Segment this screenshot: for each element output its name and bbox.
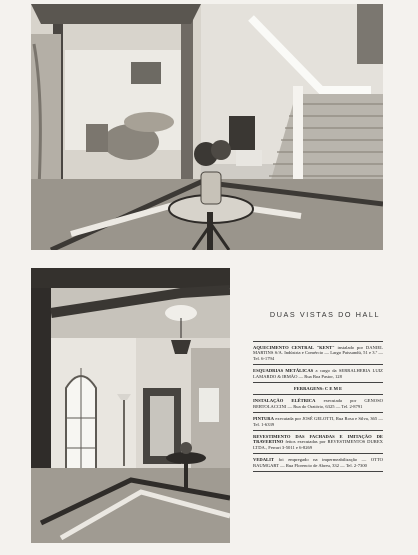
credit-text: instalado por DANIEL MARTINS S/A. Indústria e Comércio — Largo Paissandú, 51 e 3.º — Tel. 6-1794 — [253, 345, 383, 361]
credit-text: a cargo da SERRALHERIA LUIZ LAMARDO & IRMÃO — Rua Boa Pastor, 128 — [253, 368, 383, 379]
caption-heading: DUAS VISTAS DO HALL — [269, 310, 381, 319]
credit-text: foi empregado na impermeabilização — OTTO BAUMGART — Rua Florencio de Abreu, 332 — Tel. 2-7300 — [253, 457, 383, 468]
credit-item — [253, 394, 383, 412]
credit-lead: FERRAGENS: C E M E — [293, 386, 343, 392]
hall-staircase-illustration — [31, 4, 383, 250]
hall-staircase-photo — [31, 4, 383, 250]
credit-item — [253, 453, 383, 472]
credit-lead: AQUECIMENTO CENTRAL "KENT" — [253, 345, 335, 350]
hall-window-illustration — [31, 268, 230, 543]
credit-lead: ESQUADRIAS METÁLICAS — [253, 368, 314, 374]
credit-item — [253, 364, 383, 382]
credit-text: executada por JOSÉ GELOTTI, Rua Rosa e Silva, 365 — Tel. 1-6339 — [253, 416, 383, 427]
credit-lead: INSTALAÇÃO ELÉTRICA — [253, 398, 316, 404]
credit-text: executada por GENOSO BERTOLACCINI — Rua do Oratório, 6325 — Tel. 2-8791 — [253, 398, 383, 409]
credit-item — [253, 412, 383, 430]
credit-text: feitos executadas por REVESTIMENTOS DUREX LTDA., Ferrari 3-5011 e 6-8269 — [253, 439, 383, 450]
credit-item — [253, 341, 383, 364]
credit-lead: PINTURA — [253, 416, 274, 422]
credit-item — [253, 430, 383, 453]
credit-lead: VEDALIT — [253, 457, 274, 463]
credits-list — [253, 341, 383, 472]
credit-item — [253, 382, 383, 394]
credit-lead: REVESTIMENTO DAS FACHADAS E IMITAÇÃO DE TRAVERTINO — [253, 434, 383, 445]
hall-window-photo — [31, 268, 230, 543]
